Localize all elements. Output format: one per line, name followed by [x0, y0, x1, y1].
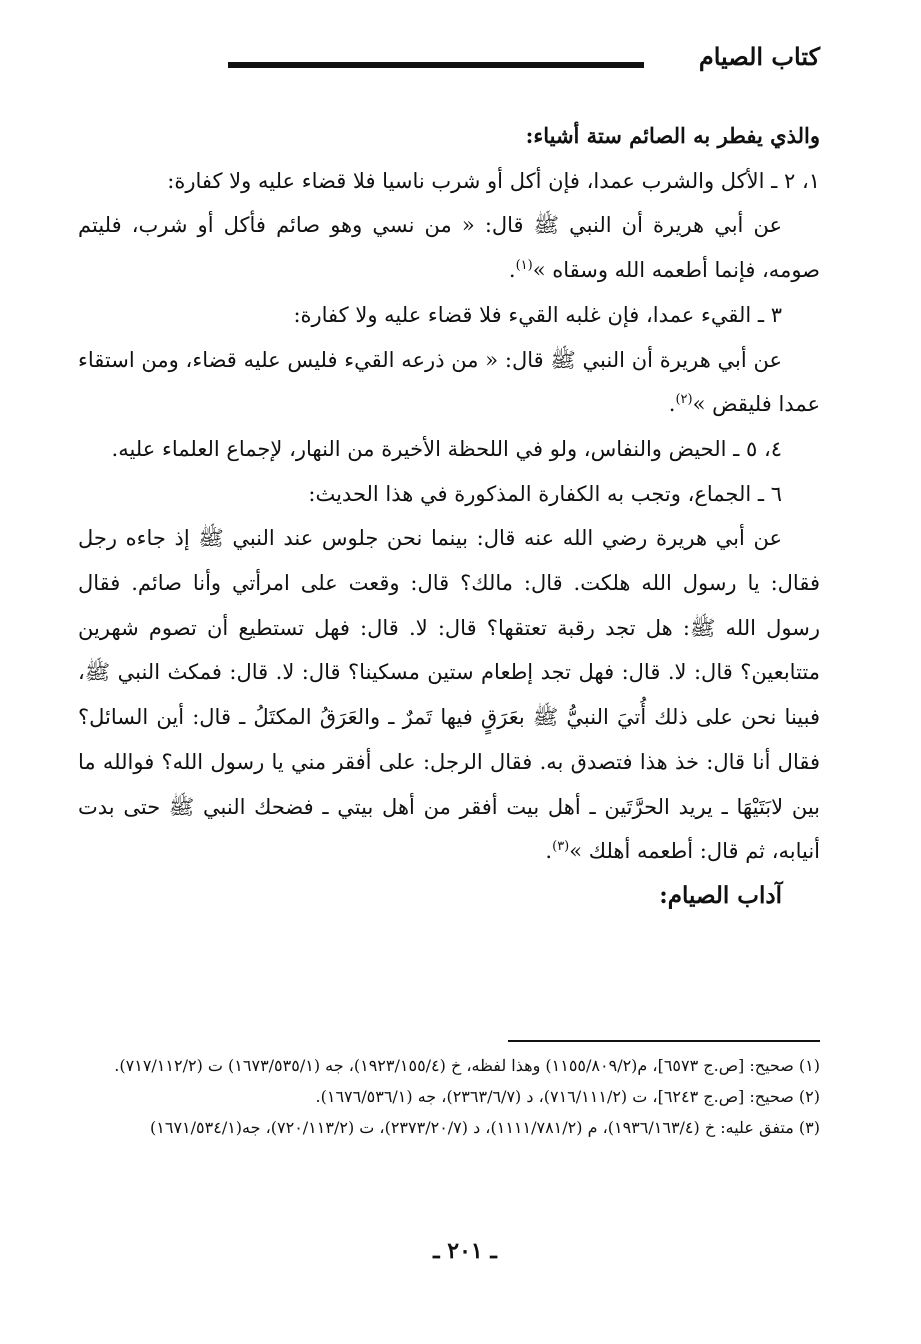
paragraph-menstruation: ٤، ٥ ـ الحيض والنفاس، ولو في اللحظة الأخيرة من النهار، لإجماع العلماء عليه. — [111, 436, 782, 461]
hadith-text: عن أبي هريرة أن النبي ﷺ قال: « من نسي وهو صائم فأكل أو شرب، فليتم صومه، فإنما أطعمه الله وسقاه » — [78, 213, 820, 283]
paragraph-intercourse: ٦ ـ الجماع، وتجب به الكفارة المذكورة في هذا الحديث: — [308, 481, 782, 506]
header-rule — [228, 62, 644, 68]
footnotes — [78, 1050, 820, 1143]
footnote-ref-3: (٣) — [552, 839, 570, 855]
footnote-rule — [508, 1040, 820, 1042]
paragraph-vomiting: ٣ ـ القيء عمدا، فإن غلبه القيء فلا قضاء عليه ولا كفارة: — [293, 302, 782, 327]
footnote-1: (١) صحيح: [ص.ج ٦٥٧٣]، م(١١٥٥/٨٠٩/٢) وهذا لفظه، خ (١٩٢٣/١٥٥/٤)، جه (١٦٧٣/٥٣٥/١) ت (٧١٧/١١٢/٢). — [114, 1056, 820, 1075]
hadith-end-mark: . — [508, 258, 516, 283]
subsection-heading: آداب الصيام: — [659, 881, 782, 909]
hadith-end-mark: . — [545, 839, 553, 864]
footnote-ref-2: (٢) — [675, 392, 693, 408]
section-heading: والذي يفطر به الصائم ستة أشياء: — [525, 123, 820, 148]
chapter-title: كتاب الصيام — [698, 42, 820, 71]
hadith-text: عن أبي هريرة رضي الله عنه قال: بينما نحن جلوس عند النبي ﷺ إذ جاءه رجل فقال: يا رسول الله هلكت. قال: مالك؟ قال: وقعت على امرأتي وأنا صائم. فقال رسول الله ﷺ: هل تجد رقبة تعتقها؟ قال: لا. قال: فهل تستطيع أن تصوم شهرين متتابعين؟ قال: لا. قال: فهل تجد إطعام ستين مسكينا؟ قال: لا. قال: فمكث النبي ﷺ، فبينا نحن على ذلك أُتيَ النبيُّ ﷺ بعَرَقٍ فيها تَمرٌ ـ والعَرَقُ المكتَلُ ـ قال: أين السائل؟ فقال أنا قال: خذ هذا فتصدق به. فقال الرجل: على أفقر مني يا رسول الله؟ فوالله ما بين لابَتَيْهَا ـ يريد الحرَّتَين ـ أهل بيت أفقر من أهل بيتي ـ فضحك النبي ﷺ حتى بدت أنيابه، ثم قال: أطعمه أهلك » — [78, 526, 820, 864]
footnote-3: (٣) متفق عليه: خ (١٩٣٦/١٦٣/٤)، م (١١١١/٧٨١/٢)، د (٢٣٧٣/٢٠/٧)، ت (٧٢٠/١١٣/٢)، جه(١٦٧١/٥٣٤/١) — [150, 1118, 820, 1137]
hadith-forgetting — [78, 203, 820, 292]
page-number: ـ ٢٠١ ـ — [433, 1238, 497, 1264]
hadith-text: عن أبي هريرة أن النبي ﷺ قال: « من ذرعه القيء فليس عليه قضاء، ومن استقاء عمدا فليقض » — [78, 347, 820, 417]
footnote-2: (٢) صحيح: [ص.ج ٦٢٤٣]، ت (٧١٦/١١١/٢)، د (٢٣٦٣/٦/٧)، جه (١٦٧٦/٥٣٦/١). — [315, 1087, 820, 1106]
hadith-end-mark: . — [668, 392, 676, 417]
page-body — [78, 114, 820, 919]
hadith-expiation — [78, 516, 820, 874]
paragraph-eating-drinking: ١، ٢ ـ الأكل والشرب عمدا، فإن أكل أو شرب ناسيا فلا قضاء عليه ولا كفارة: — [167, 168, 820, 193]
page-header — [120, 40, 820, 80]
footnote-ref-1: (١) — [515, 258, 533, 274]
hadith-vomiting — [78, 338, 820, 427]
